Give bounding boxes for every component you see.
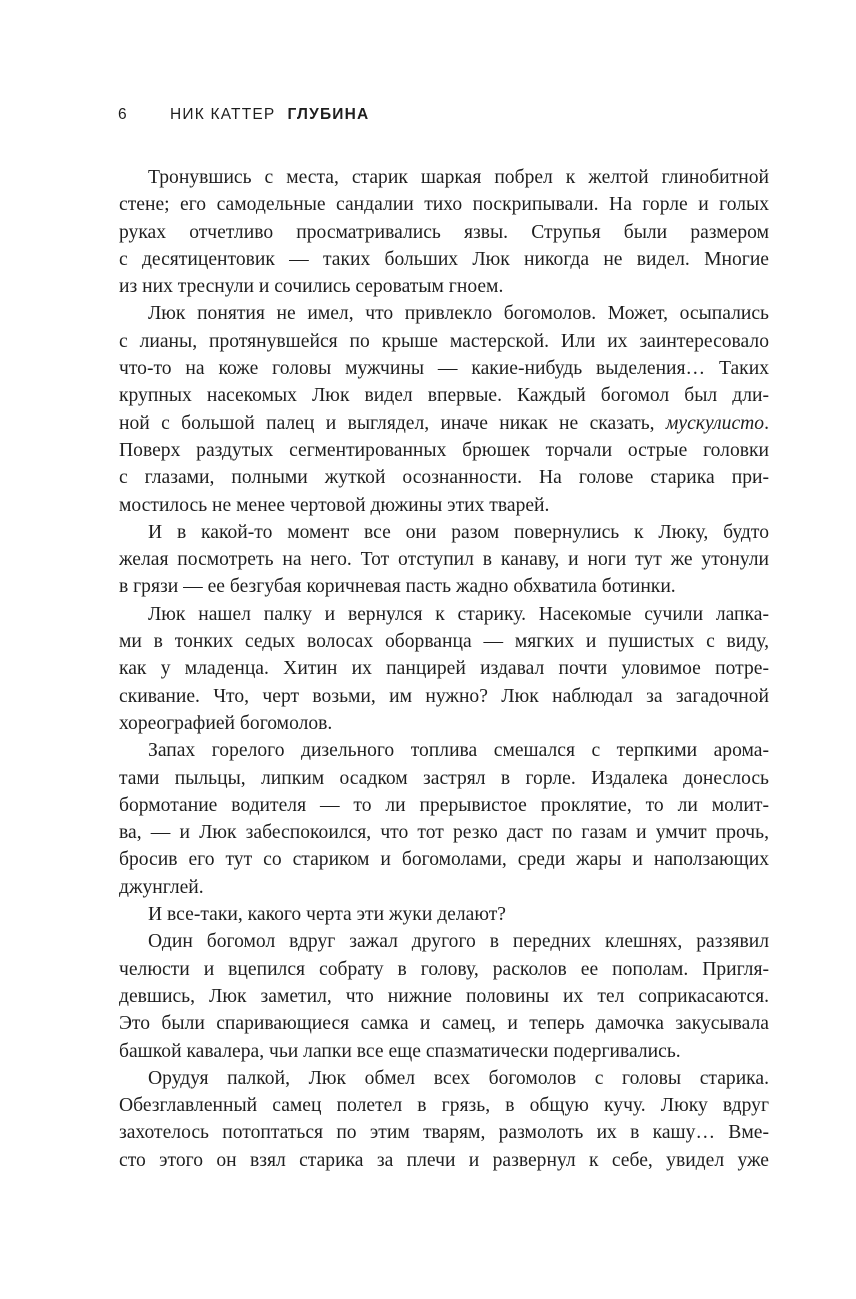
text-line: из них треснули и сочились сероватым гноем. (119, 276, 504, 298)
text-line: Обезглавленный самец полетел в грязь, в общую кучу. Люку вдруг (119, 1095, 769, 1117)
text-line: захотелось потоптаться по этим тварям, размолоть их в кашу… Вме- (119, 1122, 769, 1144)
text-line: Орудуя палкой, Люк обмел всех богомолов с головы старика. (148, 1067, 769, 1089)
text-line: хореографией богомолов. (119, 712, 333, 734)
text-line: И все-таки, какого черта эти жуки делают? (148, 904, 506, 926)
text-line: Люк нашел палку и вернулся к старику. Насекомые сучили лапка- (148, 603, 769, 625)
text-line: скивание. Что, черт возьми, им нужно? Люк наблюдал за загадочной (119, 685, 769, 707)
text-line: в грязи — ее безгубая коричневая пасть жадно обхватила ботинки. (119, 576, 676, 598)
author-name: НИК КАТТЕР (170, 106, 276, 123)
text-line: ми в тонких седых волосах оборванца — мягких и пушистых с виду, (119, 631, 769, 653)
text-line: ва, — и Люк забеспокоился, что тот резко даст по газам и умчит прочь, (119, 822, 769, 844)
text-line: И в какой-то момент все они разом повернулись к Люку, будто (148, 521, 769, 543)
text-line: челюсти и вцепился собрату в голову, расколов ее пополам. Пригля- (119, 958, 769, 980)
text-line: джунглей. (119, 876, 204, 898)
text-segment: . (764, 412, 769, 434)
text-line: руках отчетливо просматривались язвы. Струпья были размером (119, 221, 769, 243)
text-line: тами пыльцы, липким осадком застрял в горле. Издалека донеслось (119, 767, 769, 789)
text-segment: ной с большой палец и выглядел, иначе никак не сказать, (119, 412, 666, 434)
text-line: бормотание водителя — то ли прерывистое проклятие, то ли молит- (119, 794, 769, 816)
text-line: стене; его самодельные сандалии тихо поскрипывали. На горле и голых (119, 194, 769, 216)
text-line: сто этого он взял старика за плечи и развернул к себе, увидел уже (119, 1149, 769, 1171)
text-line: Поверх раздутых сегментированных брюшек торчали острые головки (119, 439, 769, 461)
text-line-with-emphasis (119, 410, 769, 437)
book-title: ГЛУБИНА (287, 106, 370, 123)
text-line: что-то на коже головы мужчины — какие-нибудь выделения… Таких (119, 358, 769, 380)
text-line: башкой кавалера, чьи лапки все еще спазматически подергивались. (119, 1040, 681, 1062)
text-line: крупных насекомых Люк видел впервые. Каждый богомол был дли- (119, 385, 769, 407)
text-line: девшись, Люк заметил, что нижние половины их тел соприкасаются. (119, 985, 769, 1007)
text-line: Это были спаривающиеся самка и самец, и теперь дамочка закусывала (119, 1013, 769, 1035)
page-number: 6 (118, 106, 128, 123)
text-line: с лианы, протянувшейся по крыше мастерской. Или их заинтересовало (119, 330, 769, 352)
text-line: желая посмотреть на него. Тот отступил в канаву, и ноги тут же утонули (119, 549, 769, 571)
text-line: Запах горелого дизельного топлива смешался с терпкими арома- (148, 740, 769, 762)
body-text (119, 164, 769, 1174)
text-line: Люк понятия не имел, что привлекло богомолов. Может, осыпались (148, 303, 769, 325)
text-line: как у младенца. Хитин их панцирей издавал почти уловимое потре- (119, 658, 769, 680)
running-head (118, 106, 369, 128)
text-line: Тронувшись с места, старик шаркая побрел к желтой глинобитной (148, 167, 769, 188)
text-line: Один богомол вдруг зажал другого в передних клешнях, раззявил (148, 931, 769, 953)
text-line: с глазами, полными жуткой осознанности. На голове старика при- (119, 467, 769, 489)
text-line: бросив его тут со стариком и богомолами, среди жары и наползающих (119, 849, 769, 871)
emphasized-word: мускулисто (665, 412, 765, 434)
text-line: с десятицентовик — таких больших Люк никогда не видел. Многие (119, 248, 769, 270)
text-line: мостилось не менее чертовой дюжины этих тварей. (119, 494, 550, 516)
